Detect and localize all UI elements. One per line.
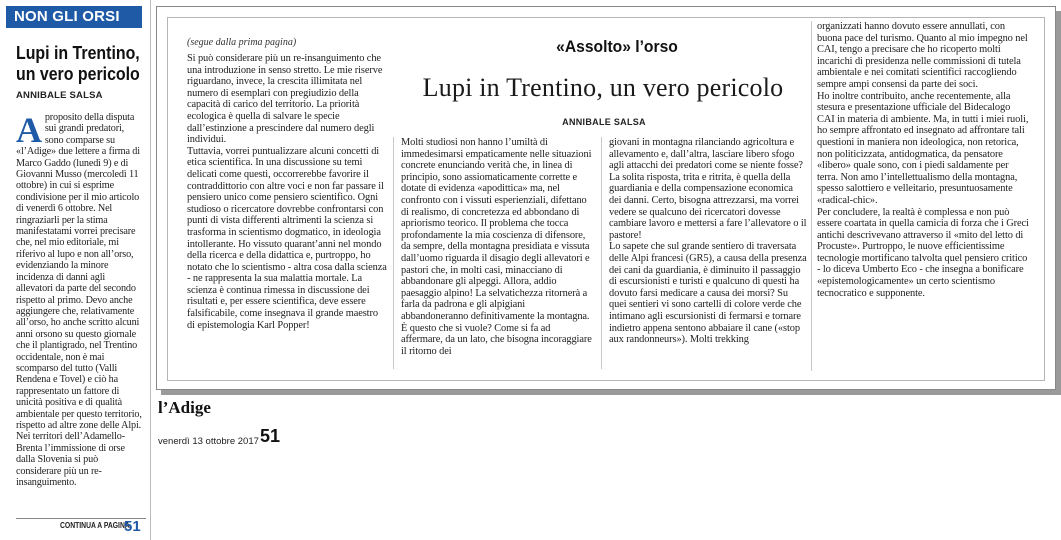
left-title-line2: un vero pericolo	[16, 63, 140, 84]
left-article-column	[0, 0, 148, 540]
left-article-title	[16, 42, 140, 84]
page-number: 51	[260, 426, 281, 446]
article-column-1: Si può considerare più un re-insanguimento che una introduzione in senso stretto. Le mie riserve riguardano, invece, la crescita illimitata nel numero di esemplari con pregiudizio della capacità di carico del territorio. La priorità ecologica è quella di salvare le specie dall’estinzione a prescindere dal numero degli individui. Tuttavia, vorrei puntualizzare alcuni concetti di etica scientifica. In una discussione su temi delicati come questi, occorrerebbe favorire il contraddittorio con altre voci e non far passare il pensiero unico come pensiero scientifico. Ogni studioso o ricercatore dovrebbe confrontarsi con punti di vista differenti altrimenti la scienza si trasforma in scientismo dogmatico, in ideologia intollerante. Ho vissuto quarant’anni nel mondo della ricerca e della didattica e, purtroppo, ho notato che lo scientismo - altra cosa dalla scienza - ne rappresenta la sua malattia mortale. La scienza è continua rimessa in discussione dei risultati e, per essere scientifica, deve essere falsificabile, come insegnava il grande maestro di epistemologia Karl Popper!	[187, 53, 387, 331]
continue-on-page-link[interactable]: CONTINUA A PAGINA	[60, 521, 130, 530]
column-divider	[601, 137, 602, 369]
continued-from-front-page-note: (segue dalla prima pagina)	[187, 37, 297, 48]
article-box	[156, 6, 1056, 390]
drop-cap: A	[16, 112, 42, 150]
issue-date: venerdì 13 ottobre 2017	[158, 436, 259, 447]
section-banner: NON GLI ORSI	[6, 6, 142, 28]
left-body-text: proposito della disputa sui grandi predatori, sono comparse su «l’Adige» due lettere a firma di Marco Gaddo (lunedì 9) e di Giovanni Musso (mercoledì 11 ottobre) in cui si esprime condivisione per il mio articolo di venerdì 6 ottobre. Nel ringraziarli per la stima manifestatami vorrei precisare che, nel mio editoriale, mi riferivo al lupo e non all’orso, evidenziando la minore incidenza di danni agli allevatori da parte del secondo rispetto al primo. Devo anche aggiungere che, relativamente all’orso, ho anche scritto alcuni anni orsono su questo giornale che il plantigrado, nel Trentino occidentale, non è mai scomparso del tutto (Valli Rendena e Tovel) e ciò ha rappresentato un fattore di unicità positiva e di qualità ambientale per questo territorio, rispetto ad altre zone delle Alpi. Nei territori dell’Adamello-Brenta l’immissione di orse dalla Slovenia si può considerare più un re-insanguimento.	[16, 112, 142, 488]
article-column-4: organizzati hanno dovuto essere annullati, con buona pace del turismo. Quanto al mio impegno nel CAI, tengo a precisare che ho ricoperto molti incarichi di presidenza nelle commissioni di tutela ambientale e nei comitati scientifici raccogliendo sempre ampi consensi da parte dei soci. Ho inoltre contribuito, anche recentemente, alla stesura e presentazione ufficiale del Bidecalogo CAI in materia di ambiente. Ma, in tutti i miei ruoli, ho sempre affrontato ed insegnato ad affrontare tali questioni in maniera non ideologica, non retorica, non politicizzata, antidogmatica, da pensatore «libero» quale sono, con i piedi saldamente per terra. Non amo l’intellettualismo della montagna, spesso salottiero e velleitario, presuntuosamente «radical-chic». Per concludere, la realtà è complessa e non può essere coartata in quella camicia di forza che i Greci antichi descrivevano attraverso il «mito del letto di Procuste». Purtroppo, le nuove efficientissime tecnologie mortificano talvolta quel pensiero critico - lo diceva Umberto Eco - che insegna a bonificare «epistemologicamente» un certo scientismo tecnocratico e supponente.	[817, 21, 1029, 299]
left-author-byline: ANNIBALE SALSA	[16, 90, 103, 101]
column-divider	[811, 21, 812, 371]
left-article-body	[16, 112, 142, 514]
left-title-line1: Lupi in Trentino,	[16, 42, 140, 63]
article-headline: Lupi in Trentino, un vero pericolo	[422, 73, 784, 102]
column-divider	[393, 137, 394, 369]
column-divider	[150, 0, 151, 540]
article-byline: ANNIBALE SALSA	[562, 117, 646, 127]
newspaper-masthead: l’Adige	[158, 398, 211, 417]
article-column-2: Molti studiosi non hanno l’umiltà di immedesimarsi empaticamente nelle situazioni concrete enunciando verità che, in linea di principio, sono assiomaticamente corrette e dotate di evidenza «apodittica» ma, nel confronto con i vissuti esperienziali, difettano di realismo, di concretezza ed abbondano di apriorismo teorico. Il problema che tocca profondamente la mia coscienza di difensore, da sempre, della montagna presidiata e vissuta dall’uomo riguarda il disagio degli allevatori e pastori che, in molti casi, minacciano di abbandonare gli alpeggi. Allora, addio paesaggio alpino! La selvatichezza ritornerà a farla da padrona e gli alpigiani abbandoneranno definitivamente la montagna. È questo che si vuole? Come si fa ad affermare, da un lato, che bisogna incoraggiare il ritorno dei	[401, 137, 592, 357]
article-kicker: «Assolto» l’orso	[556, 37, 678, 56]
continue-page-number[interactable]: 51	[124, 518, 141, 535]
article-column-3: giovani in montagna rilanciando agricoltura e allevamento e, dall’altra, lasciare libero sfogo agli attacchi dei predatori come se niente fosse? La solita risposta, trita e ritrita, è quella della guardiania e della compensazione economica dei danni. Certo, bisogna attrezzarsi, ma vorrei vedere se qualcuno dei ricercatori dovesse cambiare lavoro e mettersi a fare l’allevatore o il pastore! Lo sapete che sul grande sentiero di traversata delle Alpi francesi (GR5), a causa della presenza dei cani da guardiania, è diminuito il passaggio di escursionisti e turisti e qualcuno di questi ha dovuto farsi medicare a causa dei morsi? Su quei sentieri vi sono cartelli di colore verde che intimano agli escursionisti di fermarsi e tornare indietro appena sentono abbaiare il cane («stop aux randonneurs»). Molti trekking	[609, 137, 807, 346]
